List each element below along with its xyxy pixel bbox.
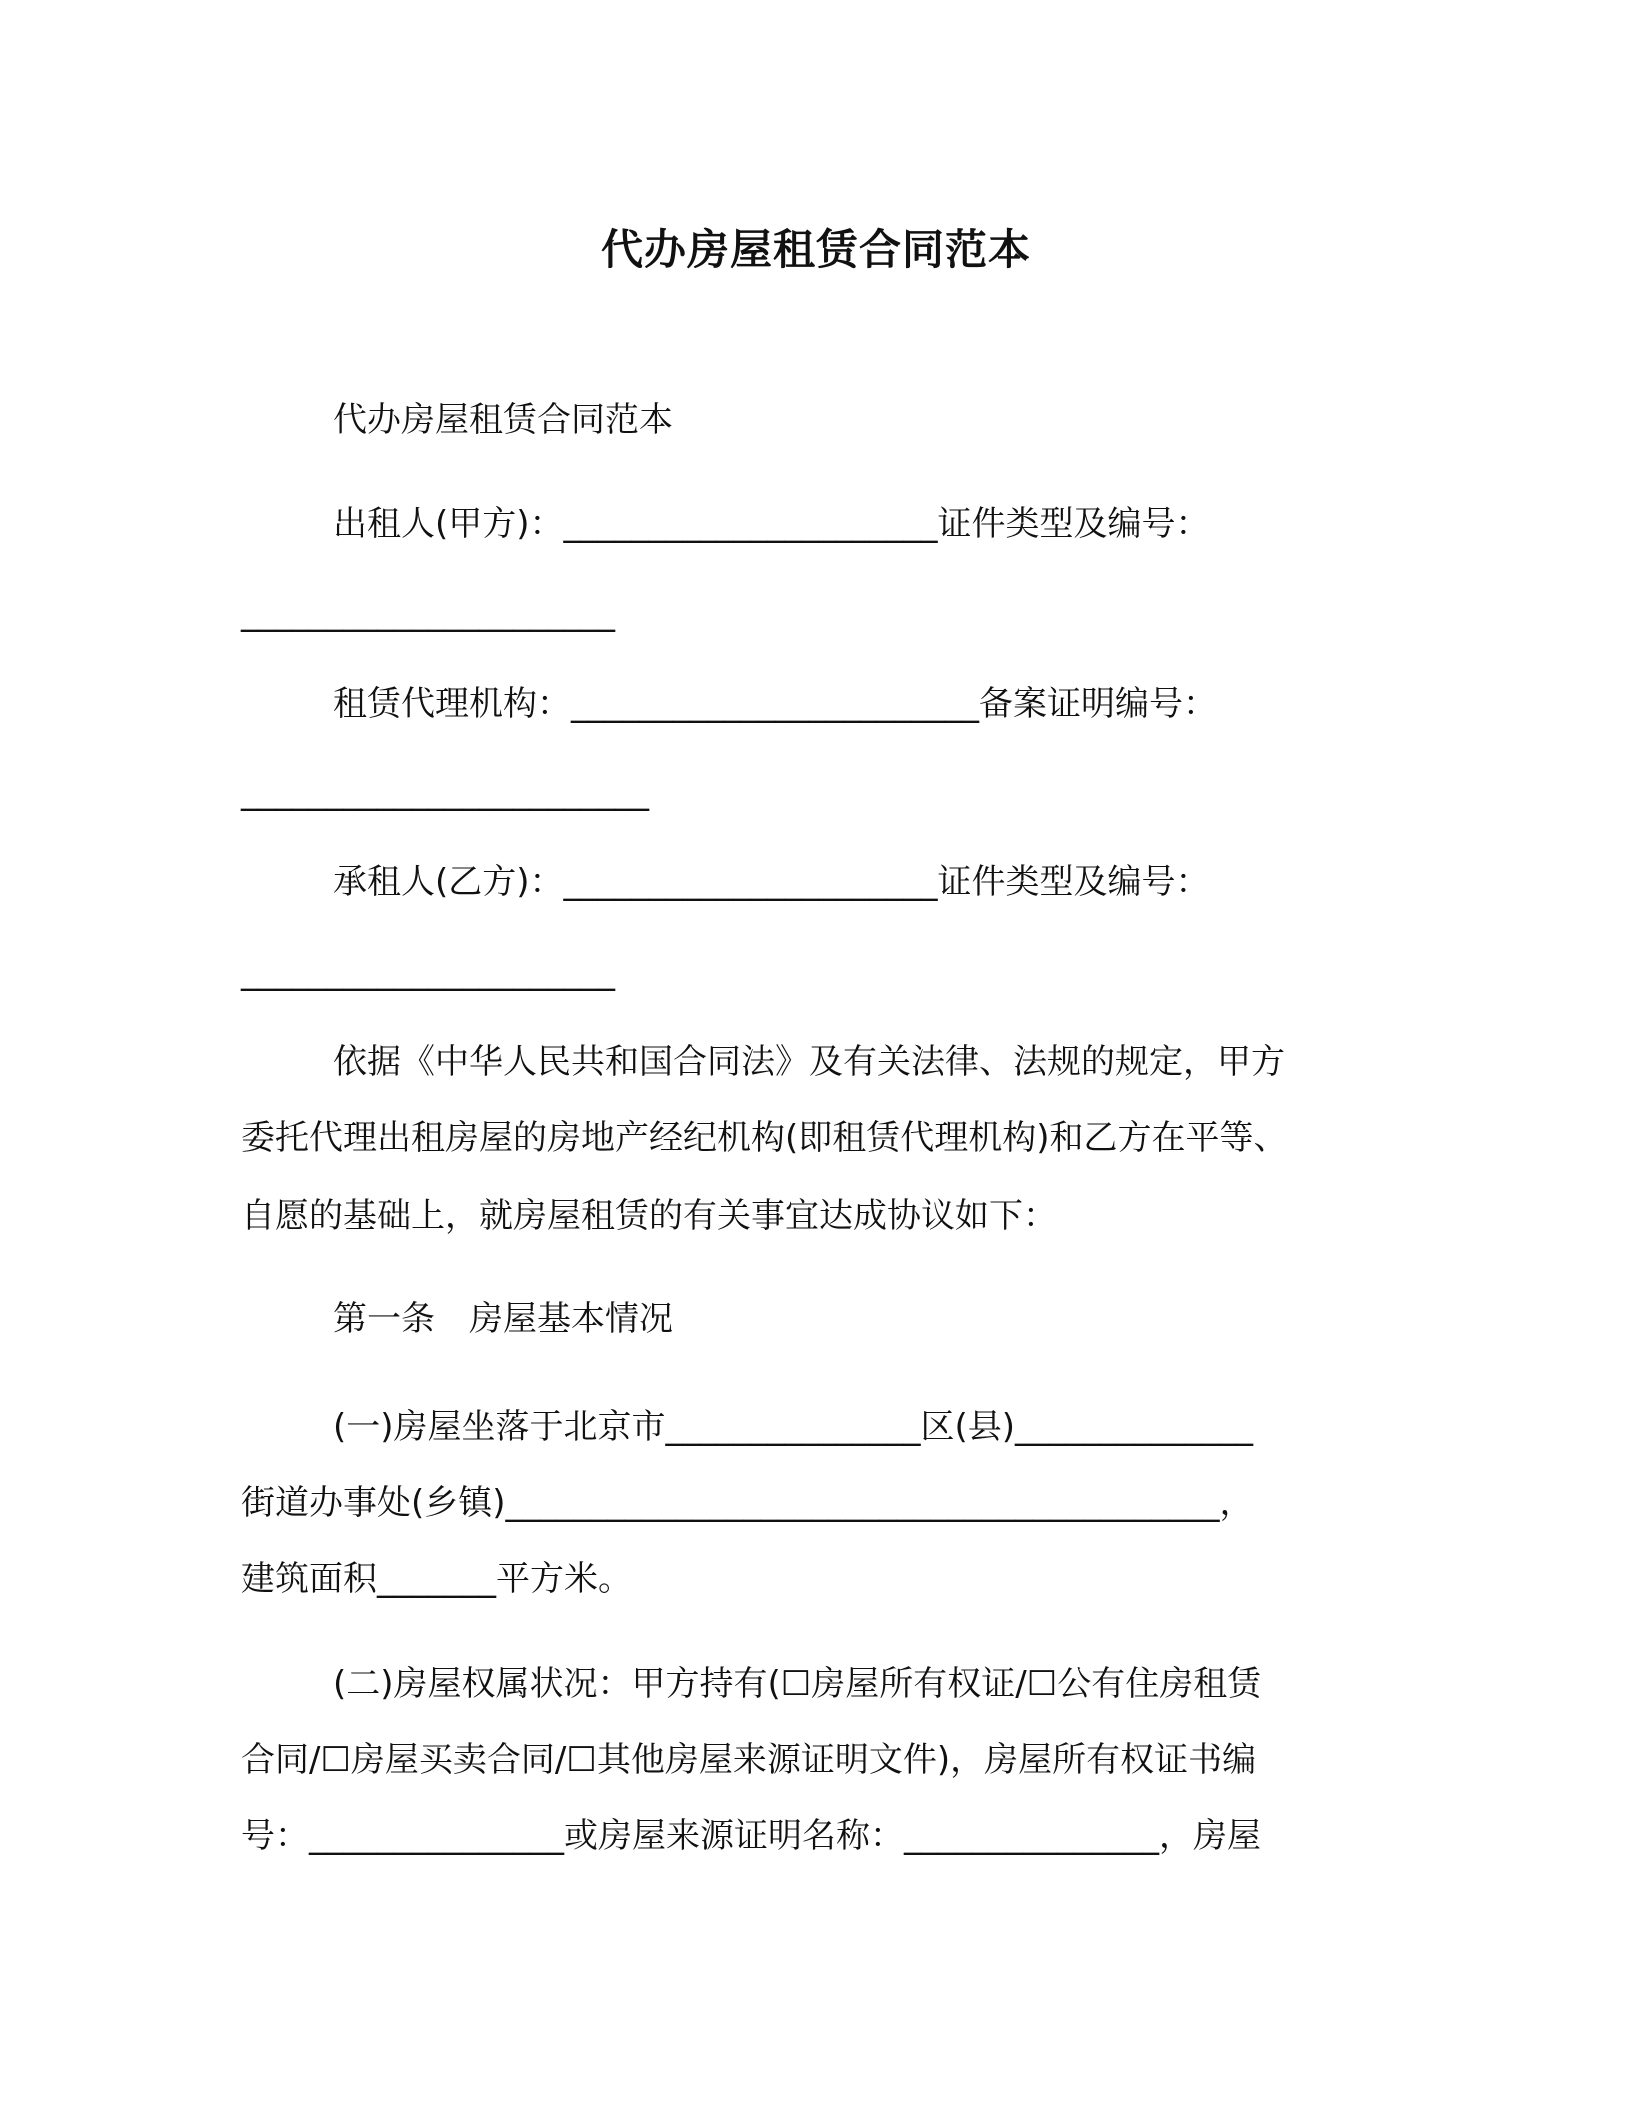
agency-line: 租赁代理机构：________________________备案证明编号： bbox=[333, 684, 1217, 724]
preamble-line-2: 委托代理出租房屋的房地产经纪机构(即租赁代理机构)和乙方在平等、 bbox=[241, 1118, 1288, 1158]
preamble-line-1: 依据《中华人民共和国合同法》及有关法律、法规的规定，甲方 bbox=[333, 1042, 1285, 1082]
clause-2-line-3: 号：_______________或房屋来源证明名称：_______________，房屋 bbox=[241, 1816, 1261, 1856]
agency-filing-blank: ________________________ bbox=[241, 772, 649, 812]
document-title: 代办房屋租赁合同范本 bbox=[600, 225, 1031, 274]
clause-1-line-1: (一)房屋坐落于北京市_______________区(县)______________ bbox=[333, 1407, 1254, 1447]
lessee-line: 承租人(乙方)：______________________证件类型及编号： bbox=[333, 862, 1210, 902]
clause-1-line-3: 建筑面积_______平方米。 bbox=[241, 1559, 632, 1599]
lessor-id-blank: ______________________ bbox=[241, 593, 615, 633]
document-subtitle: 代办房屋租赁合同范本 bbox=[333, 400, 673, 440]
lessor-line: 出租人(甲方)：______________________证件类型及编号： bbox=[333, 504, 1210, 544]
preamble-line-3: 自愿的基础上，就房屋租赁的有关事宜达成协议如下： bbox=[241, 1196, 1057, 1236]
clause-2-line-2: 合同/☐房屋买卖合同/☐其他房屋来源证明文件)，房屋所有权证书编 bbox=[241, 1740, 1257, 1780]
clause-1-line-2: 街道办事处(乡镇)__________________________________________， bbox=[241, 1483, 1254, 1523]
article-1-heading: 第一条 房屋基本情况 bbox=[333, 1299, 673, 1339]
clause-2-line-1: (二)房屋权属状况：甲方持有(☐房屋所有权证/☐公有住房租赁 bbox=[333, 1664, 1262, 1704]
lessee-id-blank: ______________________ bbox=[241, 952, 615, 992]
